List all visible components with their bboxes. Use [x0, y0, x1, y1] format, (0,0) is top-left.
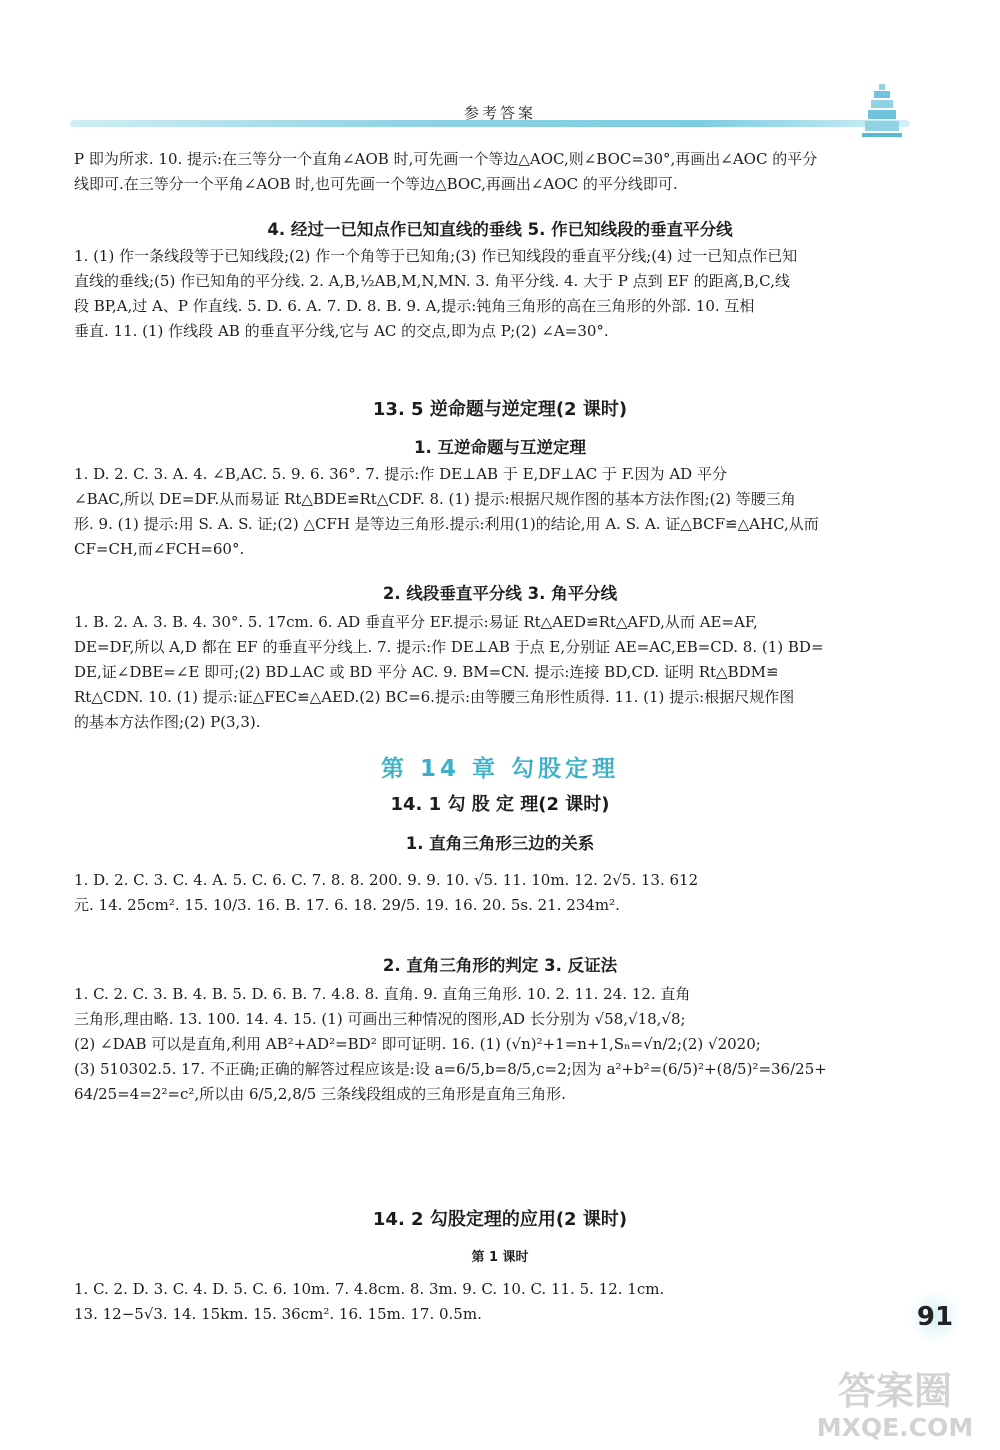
answer-line: DE=DF,所以 A,D 都在 EF 的垂直平分线上. 7. 提示:作 DE⊥AB 于点 E,分别证 AE=AC,EB=CD. 8. (1) BD=	[74, 638, 824, 656]
answer-line: Rt△CDN. 10. (1) 提示:证△FEC≌△AED.(2) BC=6.提示:由等腰三角形性质得. 11. (1) 提示:根据尺规作图	[74, 688, 795, 706]
answer-line: 13. 12−5√3. 14. 15km. 15. 36cm². 16. 15m. 17. 0.5m.	[74, 1305, 482, 1323]
answer-line: 直线的垂线;(5) 作已知角的平分线. 2. A,B,½AB,M,N,MN. 3. 角平分线. 4. 大于 P 点到 EF 的距离,B,C,线	[74, 272, 790, 290]
answer-line: 1. C. 2. D. 3. C. 4. D. 5. C. 6. 10m. 7. 4.8cm. 8. 3m. 9. C. 10. C. 11. 5. 12. 1cm.	[74, 1280, 665, 1298]
subsection-heading: 4. 经过一已知点作已知直线的垂线 5. 作已知线段的垂直平分线	[267, 220, 733, 239]
answer-line: CF=CH,而∠FCH=60°.	[74, 540, 245, 558]
answer-paragraph	[74, 244, 904, 344]
page-header	[70, 88, 910, 136]
answer-line: 元. 14. 25cm². 15. 10/3. 16. B. 17. 6. 18. 29/5. 19. 16. 20. 5s. 21. 234m².	[74, 896, 620, 914]
lesson-heading: 第 1 课时	[471, 1250, 529, 1265]
answer-line: P 即为所求. 10. 提示:在三等分一个直角∠AOB 时,可先画一个等边△AOC,则∠BOC=30°,再画出∠AOC 的平分	[74, 150, 818, 168]
section-heading: 13. 5 逆命题与逆定理(2 课时)	[372, 399, 628, 420]
answer-line: 1. C. 2. C. 3. B. 4. B. 5. D. 6. B. 7. 4.8. 8. 直角. 9. 直角三角形. 10. 2. 11. 24. 12. 直角	[74, 985, 691, 1003]
answer-line: (3) 510302.5. 17. 不正确;正确的解答过程应该是:设 a=6/5,b=8/5,c=2;因为 a²+b²=(6/5)²+(8/5)²=36/25+	[74, 1060, 827, 1078]
answer-line: 1. (1) 作一条线段等于已知线段;(2) 作一个角等于已知角;(3) 作已知线段的垂直平分线;(4) 过一已知点作已知	[74, 247, 798, 265]
watermark-url: MXQE.COM	[816, 1413, 974, 1442]
answer-line: 1. B. 2. A. 3. B. 4. 30°. 5. 17cm. 6. AD 垂直平分 EF.提示:易证 Rt△AED≌Rt△AFD,从而 AE=AF,	[74, 613, 758, 631]
answer-line: 1. D. 2. C. 3. A. 4. ∠B,AC. 5. 9. 6. 36°. 7. 提示:作 DE⊥AB 于 E,DF⊥AC 于 F.因为 AD 平分	[74, 465, 727, 483]
pagoda-icon	[860, 82, 904, 138]
answer-paragraph	[74, 1277, 904, 1327]
subsection-heading: 1. 直角三角形三边的关系	[405, 834, 595, 853]
subsection-heading: 1. 互逆命题与互逆定理	[414, 438, 586, 457]
answer-line: 线即可.在三等分一个平角∠AOB 时,也可先画一个等边△BOC,再画出∠AOC 的平分线即可.	[74, 175, 678, 193]
answer-line: 段 BP,A,过 A、P 作直线. 5. D. 6. A. 7. D. 8. B. 9. A,提示:钝角三角形的高在三角形的外部. 10. 互相	[74, 297, 755, 315]
answer-line: 的基本方法作图;(2) P(3,3).	[74, 713, 261, 731]
answer-paragraph	[74, 462, 904, 562]
answer-line: 三角形,理由略. 13. 100. 14. 4. 15. (1) 可画出三种情况的图形,AD 长分别为 √58,√18,√8;	[74, 1010, 686, 1028]
answer-line: 形. 9. (1) 提示:用 S. A. S. 证;(2) △CFH 是等边三角形.提示:利用(1)的结论,用 A. S. A. 证△BCF≌△AHC,从而	[74, 515, 819, 533]
chapter-heading: 第 14 章 勾股定理	[380, 756, 620, 782]
watermark-logo-text: 答案圈	[837, 1369, 953, 1413]
answer-line: ∠BAC,所以 DE=DF.从而易证 Rt△BDE≌Rt△CDF. 8. (1) 提示:根据尺规作图的基本方法作图;(2) 等腰三角	[74, 490, 796, 508]
header-title: 参考答案	[463, 104, 536, 122]
answer-line: 1. D. 2. C. 3. C. 4. A. 5. C. 6. C. 7. 8. 8. 200. 9. 9. 10. √5. 11. 10m. 12. 2√5. 13. 612	[74, 871, 699, 889]
answer-line: (2) ∠DAB 可以是直角,利用 AB²+AD²=BD² 即可证明. 16. (1) (√n)²+1=n+1,Sₙ=√n/2;(2) √2020;	[74, 1035, 761, 1053]
subsection-heading: 2. 直角三角形的判定 3. 反证法	[382, 956, 618, 975]
answer-paragraph	[74, 982, 904, 1107]
answer-line: 64/25=4=2²=c²,所以由 6/5,2,8/5 三条线段组成的三角形是直角三角形.	[74, 1085, 566, 1103]
answer-paragraph	[74, 868, 904, 918]
answer-paragraph	[74, 147, 904, 197]
answer-paragraph	[74, 610, 904, 735]
subsection-heading: 2. 线段垂直平分线 3. 角平分线	[382, 584, 618, 603]
watermark-logo	[800, 1360, 990, 1442]
section-heading: 14. 2 勾股定理的应用(2 课时)	[372, 1209, 628, 1230]
answer-line: 垂直. 11. (1) 作线段 AB 的垂直平分线,它与 AC 的交点,即为点 P;(2) ∠A=30°.	[74, 322, 609, 340]
answer-line: DE,证∠DBE=∠E 即可;(2) BD⊥AC 或 BD 平分 AC. 9. BM=CN. 提示:连接 BD,CD. 证明 Rt△BDM≌	[74, 663, 779, 681]
page-number: 91	[908, 1290, 962, 1344]
section-heading: 14. 1 勾 股 定 理(2 课时)	[390, 794, 610, 815]
